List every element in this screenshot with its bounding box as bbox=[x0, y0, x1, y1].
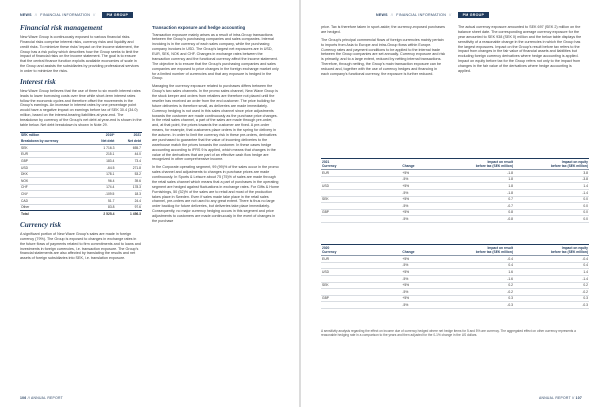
table-row: USD +5% 1.6 1.4 bbox=[322, 269, 588, 274]
left-column bbox=[20, 25, 142, 264]
footer-label: ANNUAL REPORT bbox=[539, 396, 571, 400]
table-row: USD +5% 1.8 1.4 bbox=[322, 183, 588, 188]
table-row: GBP +5% 0.3 0.3 bbox=[322, 296, 588, 301]
table-row: -5% -1.6 -1.4 bbox=[321, 275, 589, 282]
table-row: Other 83.8 97.6 bbox=[21, 205, 141, 210]
table-row: EUR +5% -1.8 3.8 bbox=[322, 170, 588, 175]
interest-risk-heading: Interest risk bbox=[20, 77, 56, 86]
sensitivity-table-2020: 2020 Currency Change Impact on result before tax (SEK million) Impact on equity before tax (SEK million) EUR +5% -0.4 -0.4 -5% 0.4 0.4 USD +5% 1.6 1.4 -5% -1.6 -1.4 SEK +5% 0.2 0.2 -5% -0.2 -0.2 GBP +5% 0.3 0.3 -5% -0.3 -0.3 bbox=[322, 245, 588, 308]
table-row: -5% -0.2 -0.2 bbox=[321, 289, 589, 296]
right-column bbox=[152, 25, 280, 227]
transaction-exposure-heading: Transaction exposure and hedge accounting bbox=[152, 25, 246, 30]
table-row: SEK +5% 0.7 0.0 bbox=[322, 197, 588, 202]
table-row: -5% -0.7 0.0 bbox=[321, 203, 589, 210]
header-tab: PM GROUP bbox=[102, 12, 134, 18]
right-page-column-2 bbox=[458, 25, 583, 77]
table-row: GBP +5% 0.8 0.0 bbox=[322, 210, 588, 215]
table-row: -5% -1.8 -1.4 bbox=[321, 189, 589, 196]
right-paragraph-2: The Group's principal commercial flows of foreign currencies mainly pertain to imports from Asia to Europe and intra-Group flows within Europe. Currency rates and payment conditions to be applied to the internal trade between the Group companies are set annually. Currency exposure and risk is primarily, and to a large extent, reduced by netting internal transactions. Therefore, through netting, the Group's main transaction exposure can be reduced and, together with the use of currency hedges and financing in each company's functional currency, the exposure is further reduced. bbox=[321, 37, 446, 76]
footer-label: ANNUAL REPORT bbox=[31, 396, 63, 400]
table-row: EUR +5% -0.4 -0.4 bbox=[322, 256, 588, 261]
table-row: SEK 1 716.3 655.7 bbox=[21, 145, 141, 150]
header-section: FINANCIAL INFORMATION bbox=[396, 12, 447, 17]
right-paragraph-1: price. Tax is therefore taken in sport-aside; the currency-exposed purchases are hedged. bbox=[321, 25, 445, 34]
sensitivity-table-2021: 2021 Currency Change Impact on result before tax (SEK million) Impact on equity before tax (SEK million) EUR +5% -1.8 3.8 -5% 1.8 -3.8 USD +5% 1.8 1.4 -5% -1.8 -1.4 SEK +5% 0.7 0.0 -5% -0.7 0.0 GBP +5% 0.8 0.0 -5% -0.8 0.0 bbox=[322, 159, 588, 222]
table-row: USD -64.5 271.8 bbox=[21, 165, 141, 170]
table-row: EUR 215.1 44.0 bbox=[21, 152, 141, 157]
table-row: SEK +5% 0.2 0.2 bbox=[322, 283, 588, 288]
header-brand: NEWS bbox=[20, 12, 32, 17]
left-page-header: NEWS // FINANCIAL INFORMATION // PM GROUP bbox=[20, 11, 133, 18]
right-paragraph-3: The actual currency exposure amounted to SEK 697 (SEK 2) million on the balance sheet date. The corresponding average currency exposure for the year amounted to SEK 938 (SEK 0) million and the below table displays the sensitivity of a reasonable change in the currencies in which the Group has the largest exposures. Impact on the Group's result before tax refers to the impact from changes in the fair value of financial assets and liabilities but excluding foreign currency derivatives where hedge accounting is applied. Impact on equity before tax for the Group refers not only to the impact from changes in the fair value of the derivatives where hedge accounting is applied. bbox=[458, 25, 582, 73]
table-row: -5% 1.8 -3.8 bbox=[321, 176, 589, 183]
transaction-paragraph-2: Managing the currency exposure related to purchases differs between the Group's two sales channels. In the promo sales channel, New Wave Group is the stock keeper and orders from retailers are therefore not placed until the reseller has received an order from the end customer. The price building for future deliveries is therefore small, as deliveries are made immediately. Currency hedging is not used in this sales channel since price adjustments towards the customer are made continuously as the purchase price changes. In the retail sales channel, a part of the sales are made through pre-order, and, at that point, the prices towards the customer are fixed. A pre-order means, for example, that customers place orders in the spring for delivery in the autumn. In order to limit the currency risk in these pre-orders, derivatives are purchased to guarantee that the value of incoming deliveries to the warehouse match the prices towards the customer. In these cases hedge accounting according to IFRS 9 is applied, which means that changes in the value of the derivatives that are part of an effective cash flow hedge are recognized in other comprehensive income. bbox=[152, 84, 279, 162]
currency-risk-paragraph: A significant portion of New Wave Group's sales are made in foreign currency (79%). The Group is exposed to changes in exchange rates in the future flows of payments related to firm commitments and to loans and investments in foreign currencies, i.e. transaction exposure. The Group's financial statements are also affected by translating the results and net assets of foreign subsidiaries into SEK, i.e. translation exposure. bbox=[20, 231, 141, 261]
net-debt-table: SEK million 2019* 2021 Breakdown by currency Net debt Net debt SEK 1 716.3 655.7 EUR 215.1 44.0 GBP 183.4 73.4 USD -64.5 271.8 DKK 178.1 53.2 NOK 96.4 39.6 CHF 174.4 178.3 CNY -109.5 18.3 CAD 51.7 24.4 Other 83.8 97.6 Total 2 525.4 1 456.3 bbox=[21, 133, 141, 216]
page-number: 106 bbox=[20, 396, 27, 400]
header-tab: PM GROUP bbox=[458, 12, 490, 18]
left-page-footer: 106 // ANNUAL REPORT bbox=[20, 396, 63, 400]
right-page-column-1 bbox=[321, 25, 446, 80]
table-total-row: Total 2 525.4 1 456.3 bbox=[21, 211, 141, 216]
table-row: DKK 178.1 53.2 bbox=[21, 172, 141, 177]
transaction-paragraph-1: Transaction exposure mainly arises as a result of intra-Group transactions between the Group's purchasing companies and sales companies. Internal invoicing is in the currency of each sales company, while the purchasing company invoices in USD. The Group's largest net exposures are in USD, EUR, SEK, NOK and CHF. Changes in exchange rates between the transaction currency and the functional currency affect the income statement. The objective is to ensure that the Group's purchasing companies and sales companies are exposed to price changes in the foreign exchange market only for a limited number of currencies and that any exposure is hedged in the Group. bbox=[152, 32, 279, 81]
interest-risk-paragraph: New Wave Group believes that the use of three to six month interest rates leads to lower borrowing costs over time while short-term interest rates follow the economic cycles and therefore offset the movements in the Group's earnings. An increase in interest rates by one percentage point would have a negative impact on earnings before tax of SEK 30.4 (34.0) million, based on the interest-bearing liabilities at year-end. The breakdown by currency of the Group's net debt at year-end is shown in the table below. Net debt breakdown is shown in Note 29. bbox=[20, 88, 142, 127]
header-brand: NEWS bbox=[376, 12, 388, 17]
table-row: CHF 174.4 178.3 bbox=[21, 185, 141, 190]
right-page-footer: ANNUAL REPORT // 107 bbox=[539, 396, 583, 400]
right-page-header: NEWS // FINANCIAL INFORMATION // PM GROUP bbox=[376, 11, 489, 18]
currency-risk-heading: Currency risk bbox=[20, 220, 61, 229]
table-row: -5% -0.3 -0.3 bbox=[321, 302, 589, 309]
page-number: 107 bbox=[575, 396, 583, 400]
frm-heading: Financial risk management bbox=[20, 24, 103, 32]
transaction-paragraph-3: In the Corporate operating segment, 99 (99)% of the sales occur in the promo sales channel and adjustments to changes in purchase prices are made continuously. In Sports & Leisure about 75 (75)% of sales are made through the retail sales channel which means that a part of purchases in the operating segment are hedged against fluctuations in exchange rates. For Gifts & Home Furnishings, 50 (52)% of the sales are to retail and most of the production takes place in Sweden. Even if sales made take place in the retail sales channel, pre-orders are not used to any great extent. There is thus no large order backlog for future deliveries, but deliveries take place immediately. Consequently, no major currency hedging occurs in this segment and price adjustments to customers are made continuously in the event of changes in the purchase bbox=[152, 165, 280, 223]
table-row: CAD 51.7 24.4 bbox=[21, 198, 141, 203]
left-page bbox=[0, 0, 299, 407]
table-row: GBP 183.4 73.4 bbox=[21, 158, 141, 163]
table-row: -5% -0.8 0.0 bbox=[321, 216, 589, 223]
right-page bbox=[301, 0, 600, 407]
header-section: FINANCIAL INFORMATION bbox=[40, 12, 91, 17]
interest-risk-section bbox=[20, 79, 142, 128]
table-row: CNY -109.5 18.3 bbox=[21, 192, 141, 197]
currency-risk-section bbox=[20, 222, 142, 261]
table-row: -5% 0.4 0.4 bbox=[321, 262, 589, 269]
table-row: NOK 96.4 39.6 bbox=[21, 178, 141, 183]
sensitivity-footnote: A sensitivity analysis regarding the effect on income due of currency hedged where net hedge items for 5 and 5% are currency. The aggregated effect on other currency represents a reasonable hedging rate in a comparison to the years and then adjusted for the 0-1% change in the US dollars. bbox=[321, 329, 576, 338]
frm-paragraph: New Wave Group is continuously exposed to various financial risks. Financial risks comprise interest risks, currency risks and liquidity and credit risks. To minimize these risks' impact on the income statement, the Group has a risk policy which describes how the Group seeks to limit the impact of financial risks on the income statement. The goal is to ensure that the central finance function exploits available economies of scale in the Group and assists the subsidiaries by providing professional services in order to minimize the risks. bbox=[20, 34, 139, 74]
